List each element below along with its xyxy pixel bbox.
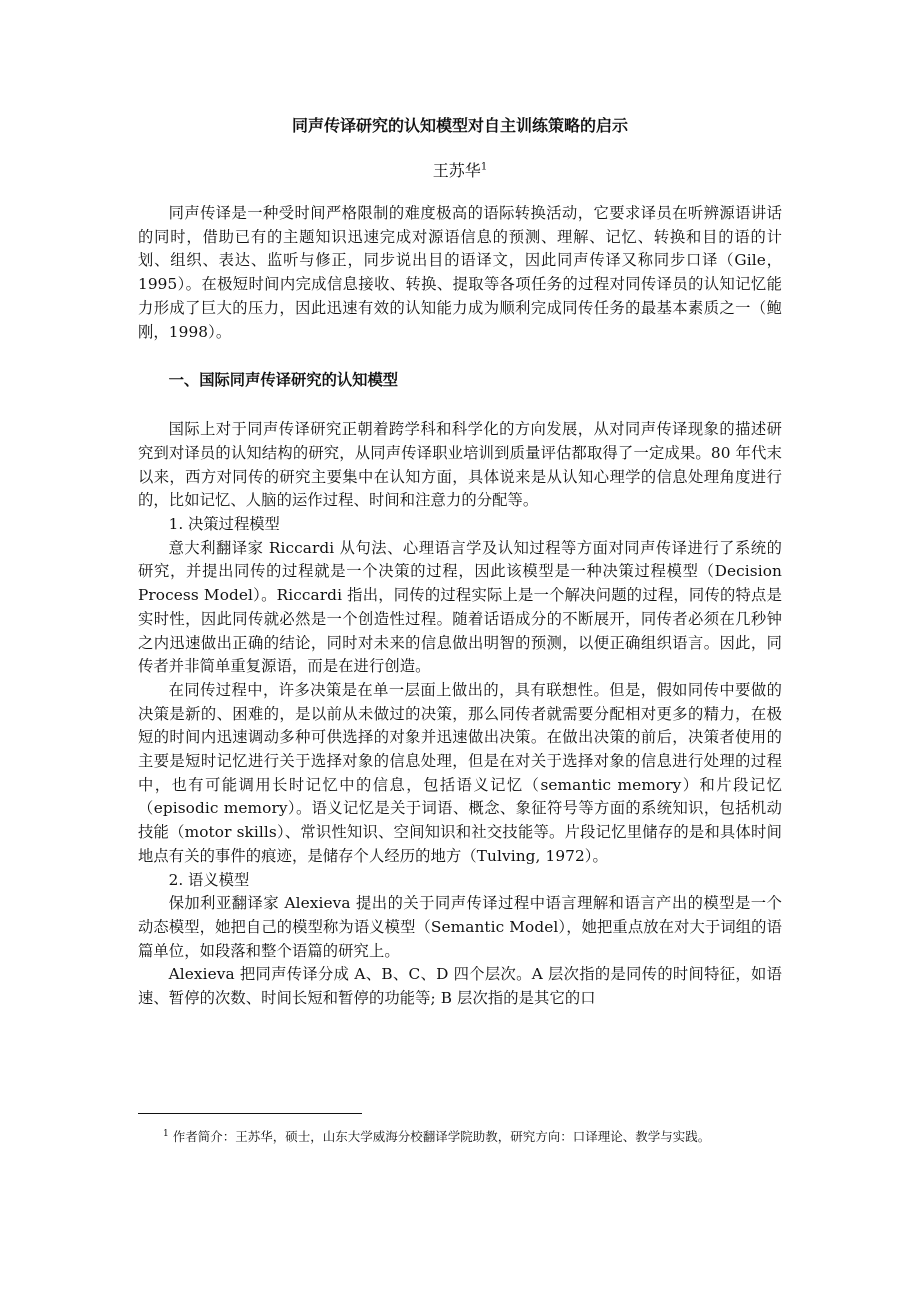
author-footnote-mark[interactable]: 1: [480, 161, 488, 173]
semantic-paragraph-2: Alexieva 把同声传译分成 A、B、C、D 四个层次。A 层次指的是同传的时间特征，如语速、暂停的次数、时间长短和暂停的功能等; B 层次指的是其它的口: [138, 965, 782, 1008]
footnote: [138, 1126, 782, 1148]
section-paragraph: 国际上对于同声传译研究正朝着跨学科和科学化的方向发展，从对同声传译现象的描述研究到对译员的认知结构的研究，从同声传译职业培训到质量评估都取得了一定成果。80 年代末以来，西方对同传的研究主要集中在认知方面，具体说来是从认知心理学的信息处理角度进行的，比如记忆、人脑的运作过程、时间和注意力的分配等。: [138, 420, 782, 510]
footnote-mark: 1: [163, 1128, 169, 1139]
paper-title: 同声传译研究的认知模型对自主训练策略的启示: [291, 116, 628, 135]
document-body: [138, 112, 782, 1011]
semantic-paragraph-1: 保加利亚翻译家 Alexieva 提出的关于同声传译过程中语言理解和语言产出的模型是一个动态模型，她把自己的模型称为语义模型（Semantic Model），她把重点放在对大于词组的语篇单位，如段落和整个语篇的研究上。: [138, 894, 782, 960]
footnote-text: 作者简介：王苏华，硕士，山东大学威海分校翻译学院助教，研究方向：口译理论、教学与实践。: [172, 1129, 711, 1144]
author-name: 王苏华: [432, 161, 481, 180]
subsection-heading-decision: 1. 决策过程模型: [168, 515, 280, 534]
author-line: [138, 158, 782, 184]
decision-paragraph-1: 意大利翻译家 Riccardi 从句法、心理语言学及认知过程等方面对同声传译进行了系统的研究，并提出同传的过程就是一个决策的过程，因此该模型是一种决策过程模型（Decision Process Model）。Riccardi 指出，同传的过程实际上是一个解决问题的过程，同传的特点是实时性，因此同传就必然是一个创造性过程。随着话语成分的不断展开，同传者必须在几秒钟之内迅速做出正确的结论，同时对未来的信息做出明智的预测，以便正确组织语言。因此，同传者并非简单重复源语，而是在进行创造。: [138, 538, 782, 676]
section-heading: 一、国际同声传译研究的认知模型: [168, 371, 399, 390]
decision-paragraph-2: 在同传过程中，许多决策是在单一层面上做出的，具有联想性。但是，假如同传中要做的决策是新的、困难的，是以前从未做过的决策，那么同传者就需要分配相对更多的精力，在极短的时间内迅速调动多种可供选择的对象并迅速做出决策。在做出决策的前后，决策者使用的主要是短时记忆进行关于选择对象的信息处理，但是在对关于选择对象的信息进行处理的过程中，也有可能调用长时记忆中的信息，包括语义记忆（semantic memory）和片段记忆（episodic memory）。语义记忆是关于词语、概念、象征符号等方面的系统知识，包括机动技能（motor skills）、常识性知识、空间知识和社交技能等。片段记忆里储存的是和具体时间地点有关的事件的痕迹，是储存个人经历的地方（Tulving, 1972）。: [138, 680, 782, 865]
footnote-divider: [138, 1113, 362, 1114]
subsection-heading-semantic: 2. 语义模型: [168, 870, 250, 889]
intro-paragraph: 同声传译是一种受时间严格限制的难度极高的语际转换活动，它要求译员在听辨源语讲话的同时，借助已有的主题知识迅速完成对源语信息的预测、理解、记忆、转换和目的语的计划、组织、表达、监听与修正，同步说出目的语译文，因此同声传译又称同步口译（Gile，1995）。在极短时间内完成信息接收、转换、提取等各项任务的过程对同传译员的认知记忆能力形成了巨大的压力，因此迅速有效的认知能力成为顺利完成同传任务的最基本素质之一（鲍刚，1998）。: [138, 204, 782, 341]
